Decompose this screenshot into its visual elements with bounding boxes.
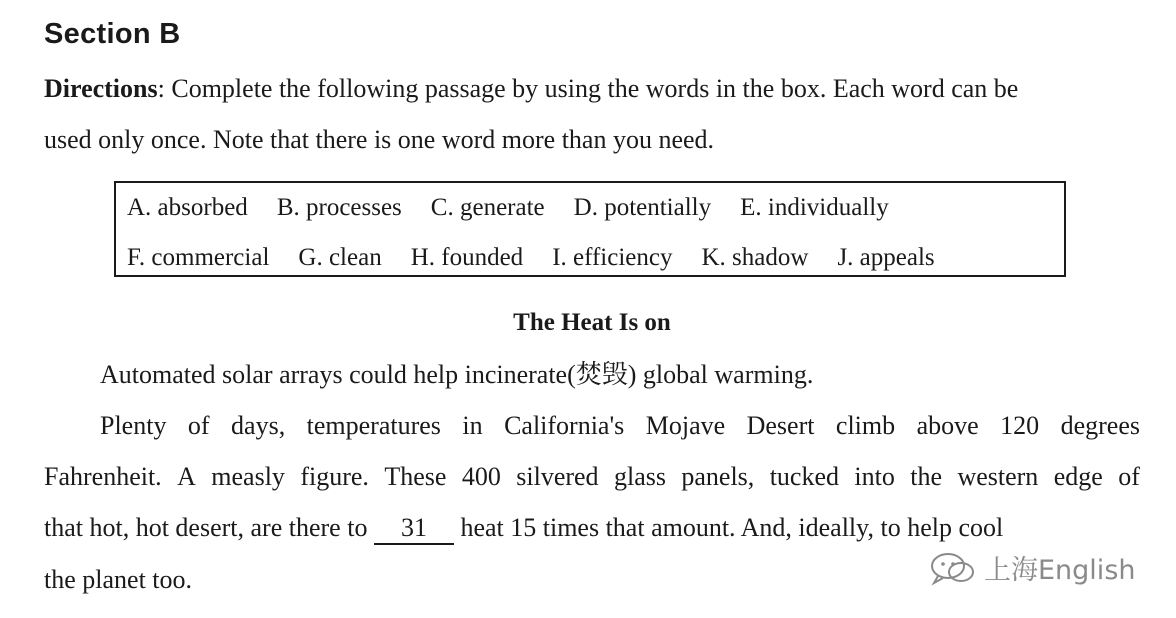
word-option: G. clean [298, 244, 382, 271]
wechat-icon [928, 550, 978, 586]
paragraph-line-3 [44, 515, 1003, 545]
word: Plenty [100, 411, 167, 440]
word: figure. [300, 462, 369, 491]
word-option: C. generate [430, 194, 545, 221]
word: California's [504, 411, 625, 440]
word: These [384, 462, 447, 491]
word: 120 [1000, 411, 1040, 440]
word: Mojave [645, 411, 726, 440]
word-box [114, 181, 1066, 277]
word: silvered [516, 462, 599, 491]
directions-line-2: used only once. Note that there is one word more than you need. [44, 125, 715, 154]
word: measly [211, 462, 285, 491]
word-option: D. potentially [573, 194, 712, 221]
passage-subtitle: Automated solar arrays could help incinerate(焚毁) global warming. [100, 360, 814, 389]
word: edge [1053, 462, 1103, 491]
section-title: Section B [44, 18, 181, 50]
word: above [916, 411, 979, 440]
word-option: F. commercial [127, 244, 270, 271]
word-option: E. individually [740, 194, 889, 221]
directions-text-1: Complete the following passage by using the words in the box. Each word can be [171, 74, 1019, 103]
word: A [177, 462, 196, 491]
word: climb [835, 411, 896, 440]
paragraph-line-3-before: that hot, hot desert, are there to [44, 513, 368, 542]
word: panels, [681, 462, 755, 491]
paragraph-line-4: the planet too. [44, 565, 193, 594]
word-option: A. absorbed [127, 194, 248, 221]
word-option: B. processes [276, 194, 402, 221]
word-box-row-1 [127, 195, 889, 220]
word: of [187, 411, 210, 440]
directions-label: Directions [44, 74, 158, 103]
word: 400 [461, 462, 501, 491]
word: degrees [1060, 411, 1140, 440]
word: in [462, 411, 483, 440]
word: Desert [746, 411, 815, 440]
word: tucked [769, 462, 840, 491]
paragraph-line-2 [44, 464, 1140, 490]
directions-line-1 [44, 76, 1018, 102]
word: the [910, 462, 943, 491]
word: days, [231, 411, 286, 440]
word-box-row-2 [127, 245, 935, 270]
word: Fahrenheit. [44, 462, 162, 491]
paragraph-line-1 [100, 413, 1140, 439]
word: into [854, 462, 895, 491]
passage-title: The Heat Is on [513, 309, 671, 336]
word: temperatures [306, 411, 441, 440]
word-option: I. efficiency [552, 244, 673, 271]
watermark [928, 548, 1136, 587]
word: glass [613, 462, 666, 491]
word-option: K. shadow [701, 244, 809, 271]
answer-blank-31[interactable]: 31 [374, 515, 454, 545]
word-option: J. appeals [837, 244, 935, 271]
directions-colon: : [157, 74, 165, 103]
word-option: H. founded [410, 244, 524, 271]
word: of [1118, 462, 1140, 491]
watermark-text: 上海English [984, 555, 1136, 586]
paragraph-line-3-after: heat 15 times that amount. And, ideally, to help cool [460, 513, 1004, 542]
word: western [957, 462, 1039, 491]
